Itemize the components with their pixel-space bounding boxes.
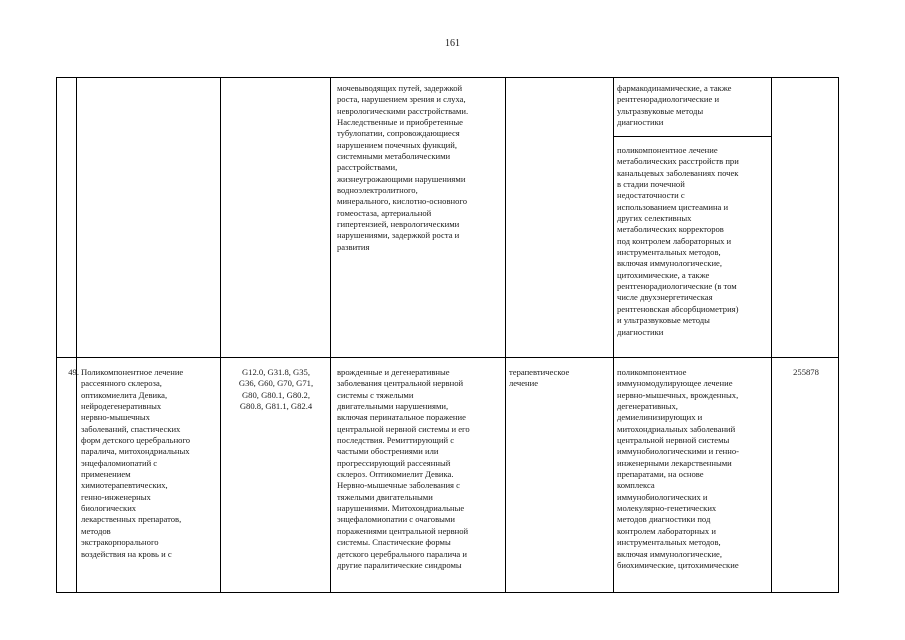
row-49-cost: 255878 (793, 367, 819, 377)
column-divider (613, 78, 614, 592)
row-49-name: Поликомпонентное лечение рассеянного склероза, оптикомиелита Девика, нейродегенеративных нервно-мышечных заболеваний, спастических форм детского церебрального паралича, митохондриальных энцефаломиопатий с применением химиотерапевтических, генно-инженерных биологических лекарственных препаратов, методов экстракорпорального воздействия на кровь и с (81, 367, 191, 559)
row-prev-method-part2: поликомпонентное лечение метаболических расстройств при канальцевых заболеваниях почек в стадии почечной недостаточности с использованием цистеамина и других селективных метаболических корректоров под контролем лабораторных и инструментальных методов, включая иммунологические, цитохимические, а также рентгенорадиологические (в том числе двухэнергетическая рентгеновская абсорбциометрия) и ультразвуковые методы диагностики (617, 145, 739, 337)
row-divider (57, 357, 838, 358)
row-49-treatment-type: терапевтическое лечение (509, 367, 570, 389)
row-prev-description: мочевыводящих путей, задержкой роста, нарушением зрения и слуха, неврологическими расстройствами. Наследственные и приобретенные тубулопатии, сопровождающиеся нарушением почечных функций, системными метаболическими расстройствами, жизнеугрожающими нарушениями водноэлектролитного, минерального, кислотно-основного гомеостаза, артериальной гипертензией, неврологическими нарушениями, задержкой роста и развития (337, 83, 469, 252)
sub-row-divider (613, 136, 772, 137)
column-divider (771, 78, 772, 592)
page-number: 161 (445, 38, 460, 49)
row-49-method: поликомпонентное иммуномодулирующее лечение нервно-мышечных, врожденных, дегенеративных, демиелинизирующих и митохондриальных заболеваний центральной нервной системы иммунобиологическими и генно- инженерными лекарственными препаратами, на основе комплекса иммунобиологических и молекулярно-генетических методов диагностики под контролем лабораторных и инструментальных методов, включая иммунологические, биохимические, цитохимические (617, 367, 739, 570)
row-49-number: 49. (68, 367, 79, 377)
column-divider (505, 78, 506, 592)
column-divider (330, 78, 331, 592)
medical-care-table (56, 77, 839, 593)
column-divider (76, 78, 77, 592)
row-49-description: врожденные и дегенеративные заболевания центральной нервной системы с тяжелыми двигательными нарушениями, включая перинатальное поражение центральной нервной системы и его последствия. Ремиттирующий с частыми обострениями или прогрессирующий рассеянный склероз. Оптикомиелит Девика. Нервно-мышечные заболевания с тяжелыми двигательными нарушениями. Митохондриальные энцефаломиопатии с очаговыми поражениями центральной нервной системы. Спастические формы детского церебрального паралича и другие паралитические синдромы (337, 367, 470, 570)
row-prev-method-part1: фармакодинамические, а также рентгенорадиологические и ультразвуковые методы диагностики (617, 83, 732, 128)
row-49-codes: G12.0, G31.8, G35, G36, G60, G70, G71, G80, G80.1, G80.2, G80.8, G81.1, G82.4 (238, 367, 314, 412)
column-divider (220, 78, 221, 592)
